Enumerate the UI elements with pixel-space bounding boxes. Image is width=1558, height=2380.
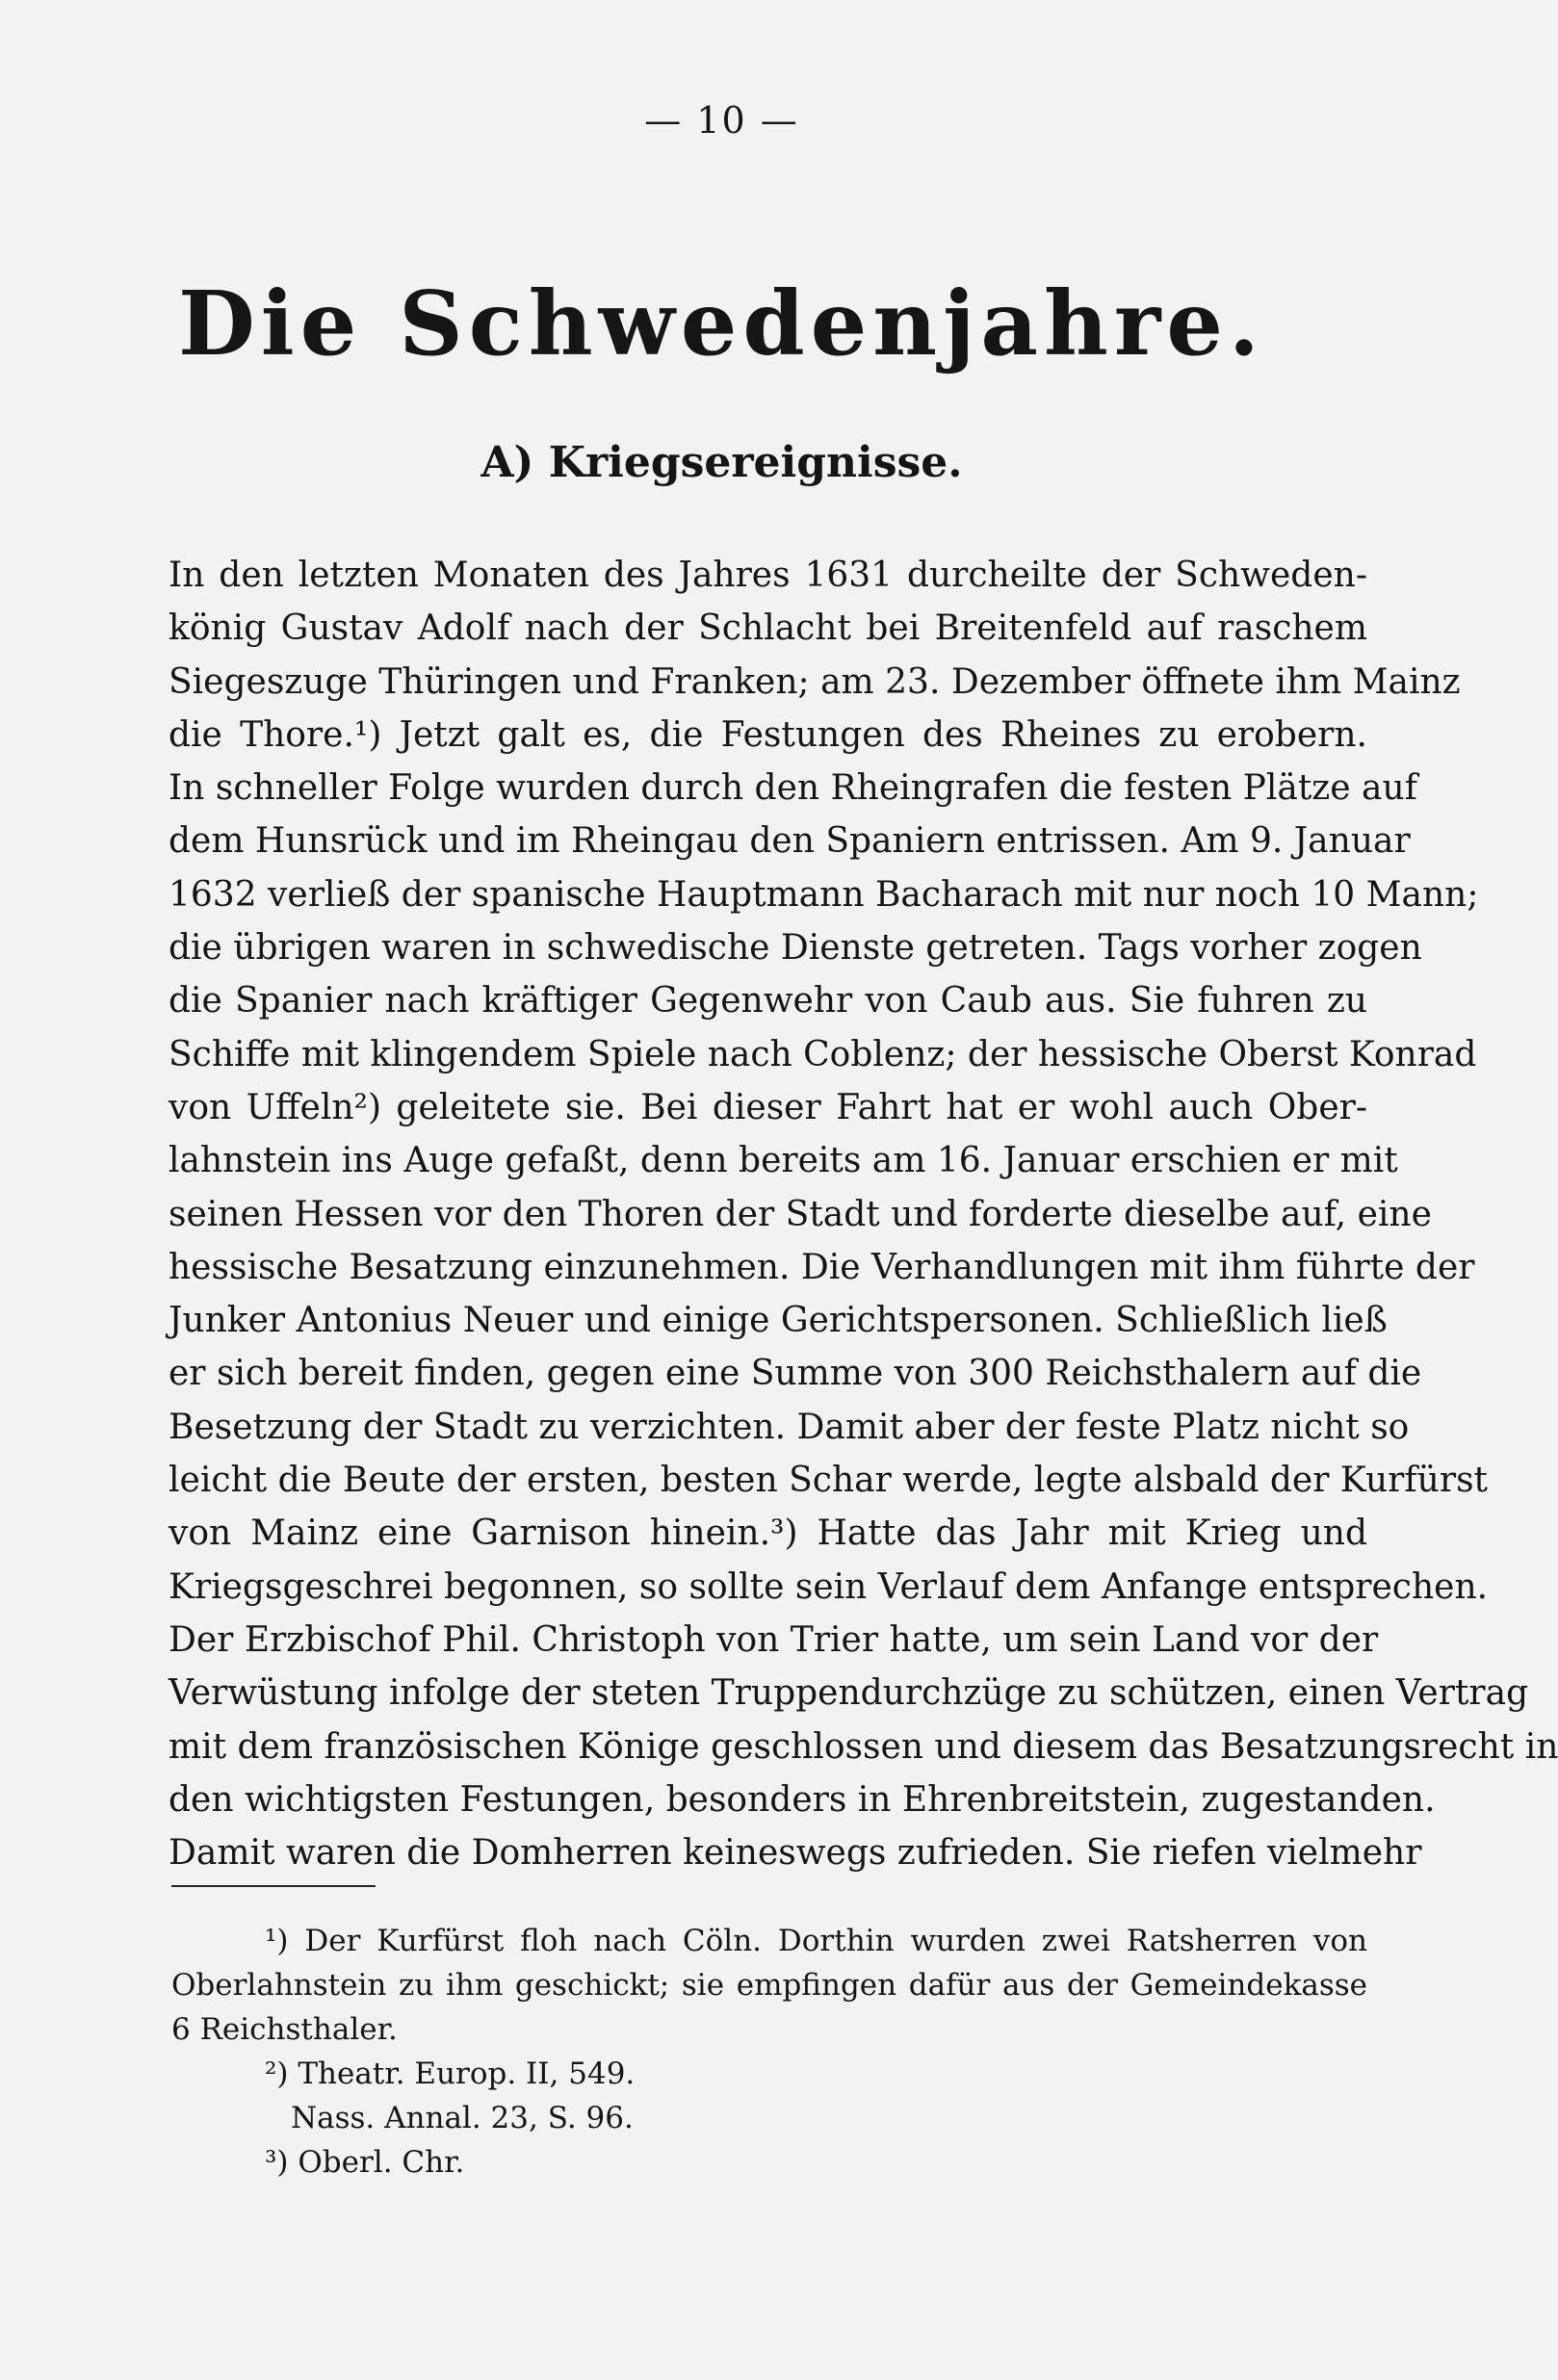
body-line: lahnstein ins Auge gefaßt, denn bereits am 16. Januar erschien er mit	[169, 1141, 1398, 1181]
footnote-1-line: 6 Reichsthaler.	[171, 2012, 398, 2047]
body-line: leicht die Beute der ersten, besten Schar werde, legte alsbald der Kurfürst	[169, 1461, 1489, 1501]
body-line: Schiffe mit klingendem Spiele nach Coblenz; der hessische Oberst Konrad	[169, 1034, 1477, 1074]
body-line: die Spanier nach kräftiger Gegenwehr von Caub aus. Sie fuhren zu	[169, 981, 1367, 1022]
body-line: Siegeszuge Thüringen und Franken; am 23. Dezember öffnete ihm Mainz	[169, 661, 1461, 702]
body-text	[169, 549, 1558, 1879]
page-number: — 10 —	[644, 99, 799, 142]
section-heading: A) Kriegsereignisse.	[480, 438, 963, 487]
footnote-divider	[171, 1885, 376, 1887]
body-line: die Thore.¹) Jetzt galt es, die Festungen des Rheines zu erobern.	[169, 714, 1367, 755]
body-line: die übrigen waren in schwedische Dienste getreten. Tags vorher zogen	[169, 928, 1422, 969]
body-line: Verwüstung infolge der steten Truppendurchzüge zu schützen, einen Vertrag	[169, 1673, 1529, 1714]
footnote-2-continuation: Nass. Annal. 23, S. 96.	[291, 2101, 634, 2135]
body-line: von Uffeln²) geleitete sie. Bei dieser Fahrt hat er wohl auch Ober-	[169, 1087, 1367, 1127]
footnote-1-line: ¹) Der Kurfürst floh nach Cöln. Dorthin wurden zwei Ratsherren von	[265, 1924, 1367, 1958]
body-line: dem Hunsrück und im Rheingau den Spaniern entrissen. Am 9. Januar	[169, 821, 1411, 862]
chapter-title: Die Schwedenjahre.	[178, 272, 1265, 375]
body-line: den wichtigsten Festungen, besonders in Ehrenbreitstein, zugestanden.	[169, 1779, 1436, 1820]
body-line: könig Gustav Adolf nach der Schlacht bei Breitenfeld auf raschem	[169, 608, 1367, 649]
body-line: seinen Hessen vor den Thoren der Stadt und forderte dieselbe auf, eine	[169, 1194, 1432, 1234]
body-line: 1632 verließ der spanische Hauptmann Bacharach mit nur noch 10 Mann;	[169, 874, 1479, 915]
body-line: Der Erzbischof Phil. Christoph von Trier hatte, um sein Land vor der	[169, 1619, 1379, 1660]
body-line: Junker Antonius Neuer und einige Gerichtspersonen. Schließlich ließ	[169, 1301, 1388, 1341]
footnote-1-line: Oberlahnstein zu ihm geschickt; sie empfingen dafür aus der Gemeindekasse	[171, 1968, 1367, 2003]
body-line: von Mainz eine Garnison hinein.³) Hatte das Jahr mit Krieg und	[169, 1513, 1367, 1554]
body-line: In den letzten Monaten des Jahres 1631 durcheilte der Schweden-	[169, 556, 1367, 595]
body-line: Besetzung der Stadt zu verzichten. Damit aber der feste Platz nicht so	[169, 1407, 1410, 1447]
body-line: In schneller Folge wurden durch den Rheingrafen die festen Plätze auf	[169, 768, 1417, 809]
footnote-2: ²) Theatr. Europ. II, 549.	[265, 2057, 636, 2091]
body-line: Kriegsgeschrei begonnen, so sollte sein Verlauf dem Anfange entsprechen.	[169, 1566, 1489, 1607]
body-line: er sich bereit finden, gegen eine Summe von 300 Reichsthalern auf die	[169, 1354, 1422, 1394]
footnote-3: ³) Oberl. Chr.	[265, 2145, 465, 2180]
body-line: Damit waren die Domherren keineswegs zufrieden. Sie riefen vielmehr	[169, 1833, 1422, 1874]
body-line: mit dem französischen Könige geschlossen und diesem das Besatzungsrecht in	[169, 1726, 1558, 1767]
footnotes	[171, 1919, 1367, 2185]
body-line: hessische Besatzung einzunehmen. Die Verhandlungen mit ihm führte der	[169, 1247, 1475, 1287]
